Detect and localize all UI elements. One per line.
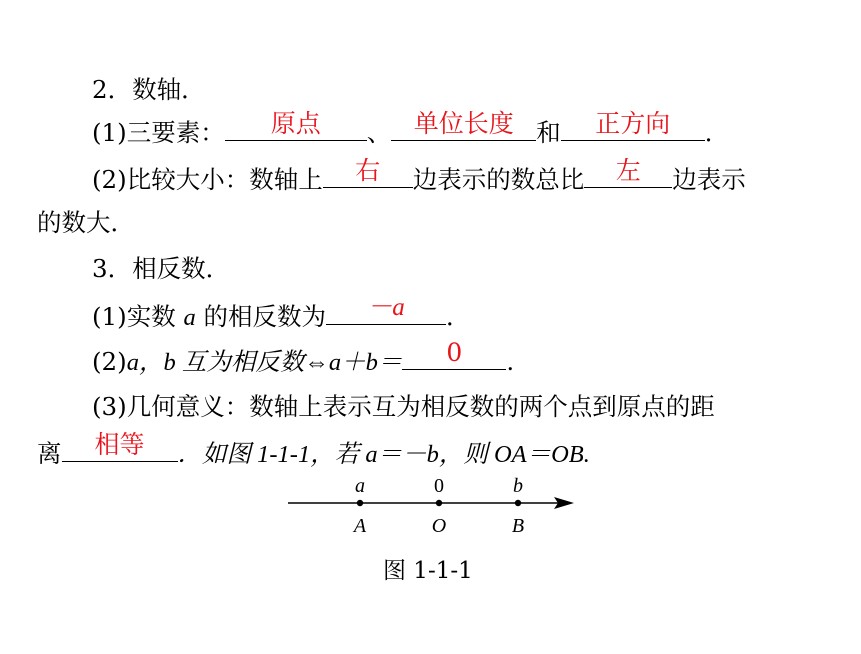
blank-left (584, 156, 672, 188)
geometry-line-2 (37, 430, 590, 471)
compare-line (92, 156, 746, 196)
figure-caption: 图 1-1-1 (383, 558, 473, 584)
section2-heading: 2．数轴． (92, 75, 206, 104)
three-elements-prefix: (1)三要素： (92, 118, 225, 147)
label-a-lower: a (355, 476, 365, 497)
label-B-upper: B (511, 515, 525, 537)
blank-origin (225, 109, 367, 141)
answer-zero: 0 (446, 338, 463, 367)
variable-a: a (183, 304, 196, 331)
separator-1: 、 (366, 118, 392, 147)
blank-right (323, 156, 413, 188)
answer-direction: 正方向 (595, 109, 671, 138)
compare-prefix: (2)比较大小：数轴上 (92, 165, 323, 194)
opposite-mid: 的相反数为 (195, 302, 327, 331)
point-o-dot (436, 500, 442, 506)
mutual-line (92, 338, 515, 379)
point-b-dot (515, 500, 521, 506)
opposite-line (92, 294, 471, 334)
three-elements-line (92, 109, 730, 149)
label-A-upper: A (353, 515, 367, 537)
geometry-suffix: ．如图 1-1-1，若 a＝－b，则 OA＝OB. (177, 441, 590, 468)
line-end: . (506, 347, 515, 376)
answer-left: 左 (615, 156, 641, 185)
answer-origin: 原点 (270, 109, 321, 138)
mutual-prefix: (2) (92, 347, 127, 376)
point-a-dot (357, 500, 363, 506)
blank-zero (402, 338, 506, 370)
geometry-prefix: 离 (37, 439, 62, 468)
answer-right: 右 (355, 156, 381, 185)
line-end: ． (704, 118, 730, 147)
number-line-figure (286, 476, 586, 542)
label-zero: 0 (434, 476, 444, 497)
answer-unit-length: 单位长度 (413, 109, 514, 138)
blank-unit-length (391, 109, 536, 141)
blank-neg-a (326, 294, 446, 325)
separator-2: 和 (536, 118, 561, 147)
answer-neg-a: －a (367, 294, 405, 321)
opposite-prefix: (1)实数 (92, 302, 184, 331)
compare-mid: 边表示的数总比 (412, 165, 585, 194)
geometry-line-1: (3)几何意义：数轴上表示互为相反数的两个点到原点的距 (92, 392, 715, 421)
label-b-lower: b (513, 476, 523, 497)
blank-direction (561, 109, 705, 141)
compare-continuation: 的数大． (37, 208, 135, 237)
label-O-upper: O (431, 515, 447, 537)
section3-heading: 3．相反数． (92, 254, 231, 283)
blank-equal (62, 430, 178, 462)
line-end: ． (446, 302, 471, 331)
answer-equal: 相等 (94, 430, 145, 459)
mutual-expression: a，b 互为相反数⇔a＋b＝ (126, 349, 403, 376)
compare-suffix: 边表示 (672, 165, 746, 194)
